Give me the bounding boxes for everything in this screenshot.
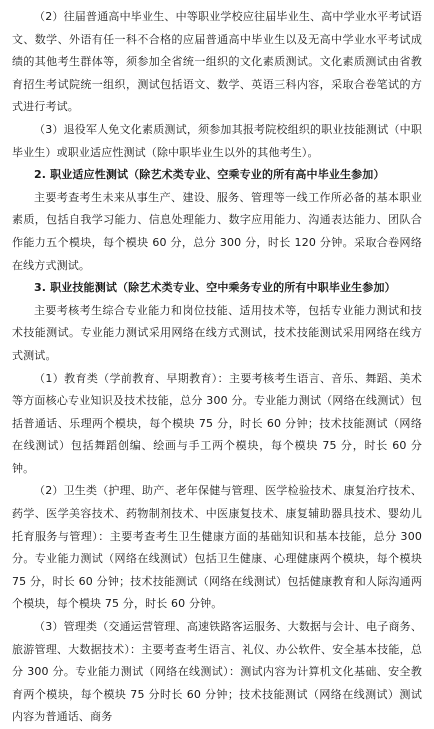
paragraph-management-category: （3）管理类（交通运营管理、高速铁路客运服务、大数据与会计、电子商务、旅游管理、大数据技术）：主要考查考生语言、礼仪、办公软件、安全基本技能，总分 300 分。专业能力测试（网络在线测试）：测试内容为计算机文化基础、安全教育两个模块，每个模块 75 分时长 60 分钟；技术技能测试（网络在线测试）测试内容为普通话、商务 — [12, 620, 422, 724]
heading-vocational-aptitude-test: 2. 职业适应性测试（除艺术类专业、空乘专业的所有高中毕业生参加） — [34, 168, 385, 182]
paragraph-aptitude-test-content: 主要考查考生未来从事生产、建设、服务、管理等一线工作所必备的基本职业素质，包括自我学习能力、信息处理能力、数字应用能力、沟通表达能力、团队合作能力五个模块，每个模块 60 分，总分 300 分，时长 120 分钟。采取合卷网络在线方式测试。 — [12, 190, 422, 272]
paragraph-veterans: （3）退役军人免文化素质测试，须参加其报考院校组织的职业技能测试（中职毕业生）或职业适应性测试（除中职毕业生以外的其他考生）。 — [12, 122, 422, 159]
paragraph-other-applicants: （2）往届普通高中毕业生、中等职业学校应往届毕业生、高中学业水平考试语文、数学、外语有任一科不合格的应届普通高中毕业生以及无高中学业水平考试成绩的其他考生群体等，须参加全省统一组织的文化素质测试。文化素质测试由省教育招生考试院统一组织，测试包括语文、数学、英语三科内容，采取合卷笔试的方式进行考试。 — [12, 10, 422, 114]
paragraph-health-category: （2）卫生类（护理、助产、老年保健与管理、医学检验技术、康复治疗技术、药学、医学美容技术、药物制剂技术、中医康复技术、康复辅助器具技术、婴幼儿托育服务与管理）：主要考查考生卫生健康方面的基础知识和基本技能，总分 300 分。专业能力测试（网络在线测试）包括卫生健康、心理健康两个模块，每个模块 75 分，时长 60 分钟；技术技能测试（网络在线测试）包括健康教育和人际沟通两个模块，每个模块 75 分，时长 60 分钟。 — [12, 484, 422, 611]
paragraph-skills-test-content: 主要考核考生综合专业能力和岗位技能、适用技术等，包括专业能力测试和技术技能测试。专业能力测试采用网络在线方式测试，技术技能测试采用网络在线方式测试。 — [12, 303, 422, 362]
heading-vocational-skills-test: 3. 职业技能测试（除艺术类专业、空中乘务专业的所有中职毕业生参加） — [34, 281, 396, 295]
paragraph-education-category: （1）教育类（学前教育、早期教育）：主要考核考生语言、音乐、舞蹈、美术等方面核心专业知识及技术技能，总分 300 分。专业能力测试（网络在线测试）包括普通话、乐理两个模块，每个模块 75 分，时长 60 分钟；技术技能测试（网络在线测试）包括舞蹈创编、绘画与手工两个模块，每个模块 75 分，时长 60 分钟。 — [12, 371, 422, 475]
